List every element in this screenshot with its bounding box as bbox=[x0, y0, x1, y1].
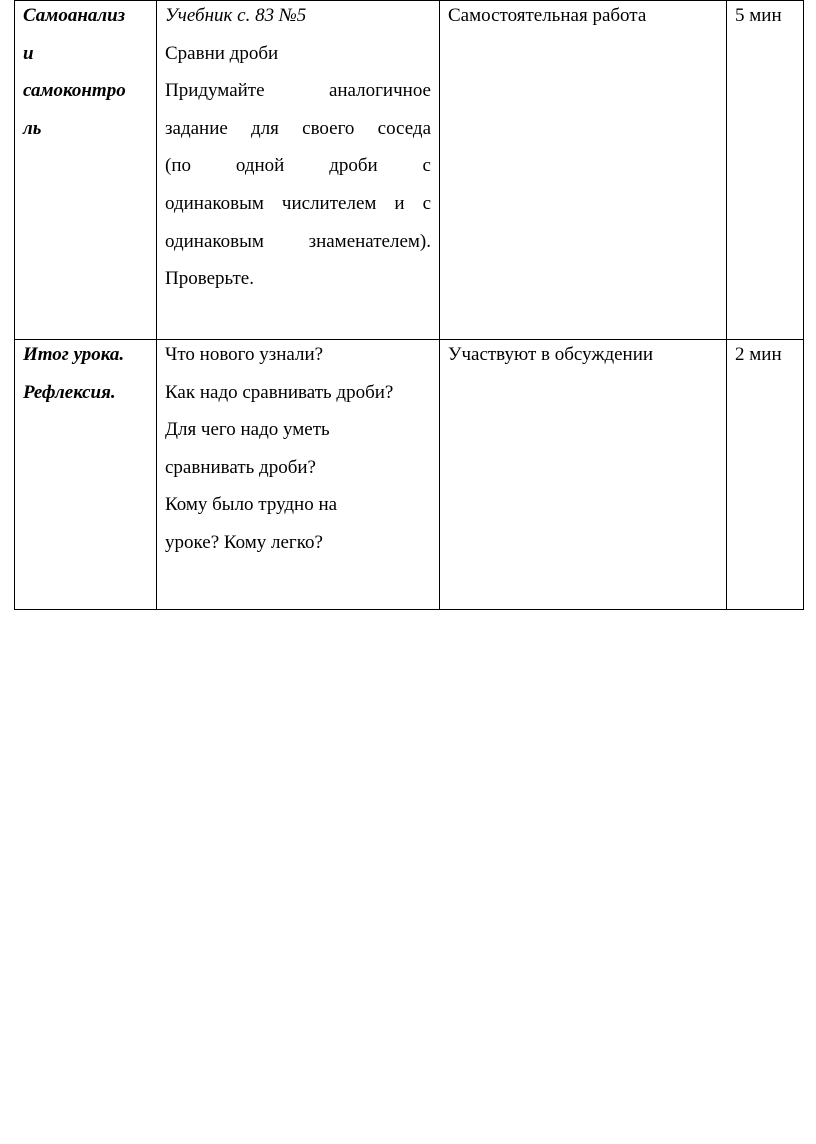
stage-cell bbox=[15, 1, 157, 340]
task-text-line: (по одной дроби с bbox=[165, 155, 431, 177]
task-text-line: Как надо сравнивать дроби? bbox=[165, 381, 394, 403]
table-row bbox=[15, 340, 804, 610]
task-text-line: Что нового узнали? bbox=[165, 344, 324, 365]
activity-text: Участвуют в обсуждении bbox=[448, 344, 654, 365]
table-row bbox=[15, 1, 804, 340]
stage-cell bbox=[15, 340, 157, 610]
task-text-line: Сравни дроби bbox=[165, 42, 279, 64]
activity-text: Самостоятельная работа bbox=[448, 5, 647, 26]
time-text: 5 мин bbox=[735, 5, 782, 26]
task-text-line: Кому было трудно на bbox=[165, 494, 338, 516]
stage-text-line: ль bbox=[23, 117, 42, 139]
activity-cell bbox=[440, 340, 727, 610]
task-text-line: Проверьте. bbox=[165, 268, 254, 290]
task-text-line: одинаковым знаменателем). bbox=[165, 230, 431, 252]
task-text-line: задание для своего соседа bbox=[165, 117, 431, 139]
task-text-line: уроке? Кому легко? bbox=[165, 531, 323, 553]
task-text-line: сравнивать дроби? bbox=[165, 456, 316, 478]
task-text-line: Придумайте аналогичное bbox=[165, 80, 431, 102]
activity-cell bbox=[440, 1, 727, 340]
task-text-line: Для чего надо уметь bbox=[165, 419, 330, 441]
stage-text-line: самоконтро bbox=[23, 80, 126, 102]
task-cell bbox=[157, 1, 440, 340]
stage-text-line: и bbox=[23, 42, 34, 64]
textbook-reference: Учебник с. 83 №5 bbox=[165, 5, 307, 26]
time-cell bbox=[727, 1, 804, 340]
time-cell bbox=[727, 340, 804, 610]
time-text: 2 мин bbox=[735, 344, 782, 365]
stage-text-line: Самоанализ bbox=[23, 5, 126, 26]
stage-text-line: Итог урока. bbox=[23, 344, 125, 365]
stage-text-line: Рефлексия. bbox=[23, 381, 116, 403]
task-text-line: одинаковым числителем и с bbox=[165, 192, 431, 214]
lesson-plan-table bbox=[14, 0, 804, 610]
task-cell bbox=[157, 340, 440, 610]
